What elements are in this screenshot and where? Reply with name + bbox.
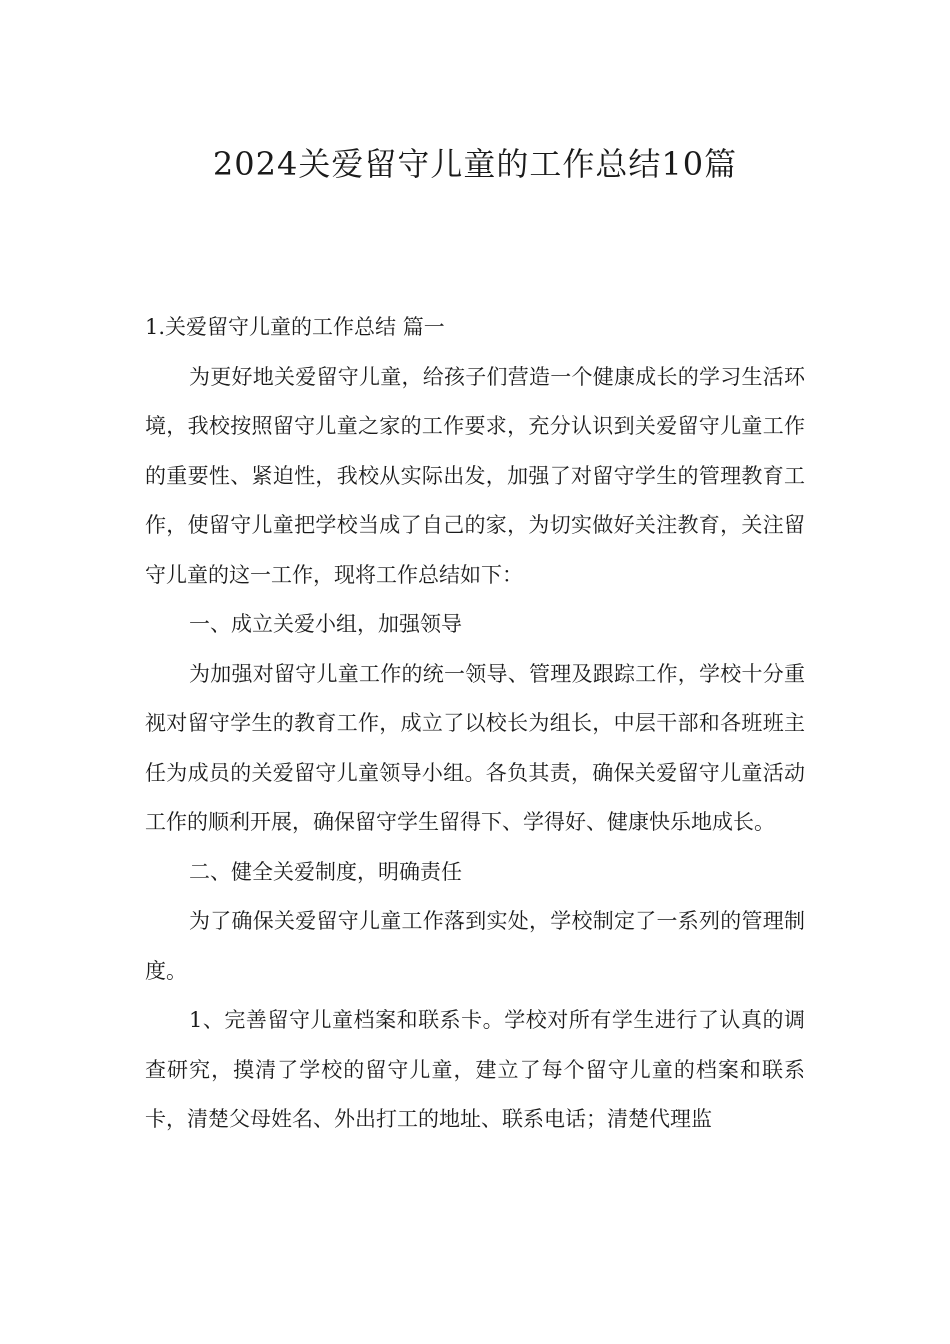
- heading-improve-system: 二、健全关爱制度，明确责任: [189, 859, 462, 884]
- section-heading: 1.关爱留守儿童的工作总结 篇一: [145, 315, 445, 339]
- paragraph-intro: 为更好地关爱留守儿童，给孩子们营造一个健康成长的学习生活环境，我校按照留守儿童之家的工作要求，充分认识到关爱留守儿童工作的重要性、紧迫性，我校从实际出发，加强了对留守学生的管理教育工作，使留守儿童把学校当成了自己的家，为切实做好关注教育，关注留守儿童的这一工作，现将工作总结如下：: [145, 364, 805, 587]
- heading-establish-group: 一、成立关爱小组，加强领导: [189, 612, 462, 636]
- document-body: [145, 303, 805, 1145]
- paragraph-records-card: 1、完善留守儿童档案和联系卡。学校对所有学生进行了认真的调查研究，摸清了学校的留守儿童，建立了每个留守儿童的档案和联系卡，清楚父母姓名、外出打工的地址、联系电话；清楚代理监: [145, 1008, 805, 1131]
- document-title: 2024关爱留守儿童的工作总结10篇: [212, 145, 738, 183]
- paragraph-improve-system: 为了确保关爱留守儿童工作落到实处，学校制定了一系列的管理制度。: [145, 909, 805, 983]
- paragraph-establish-group: 为加强对留守儿童工作的统一领导、管理及跟踪工作，学校十分重视对留守学生的教育工作，成立了以校长为组长，中层干部和各班班主任为成员的关爱留守儿童领导小组。各负其责，确保关爱留守儿童活动工作的顺利开展，确保留守学生留得下、学得好、健康快乐地成长。: [145, 661, 805, 834]
